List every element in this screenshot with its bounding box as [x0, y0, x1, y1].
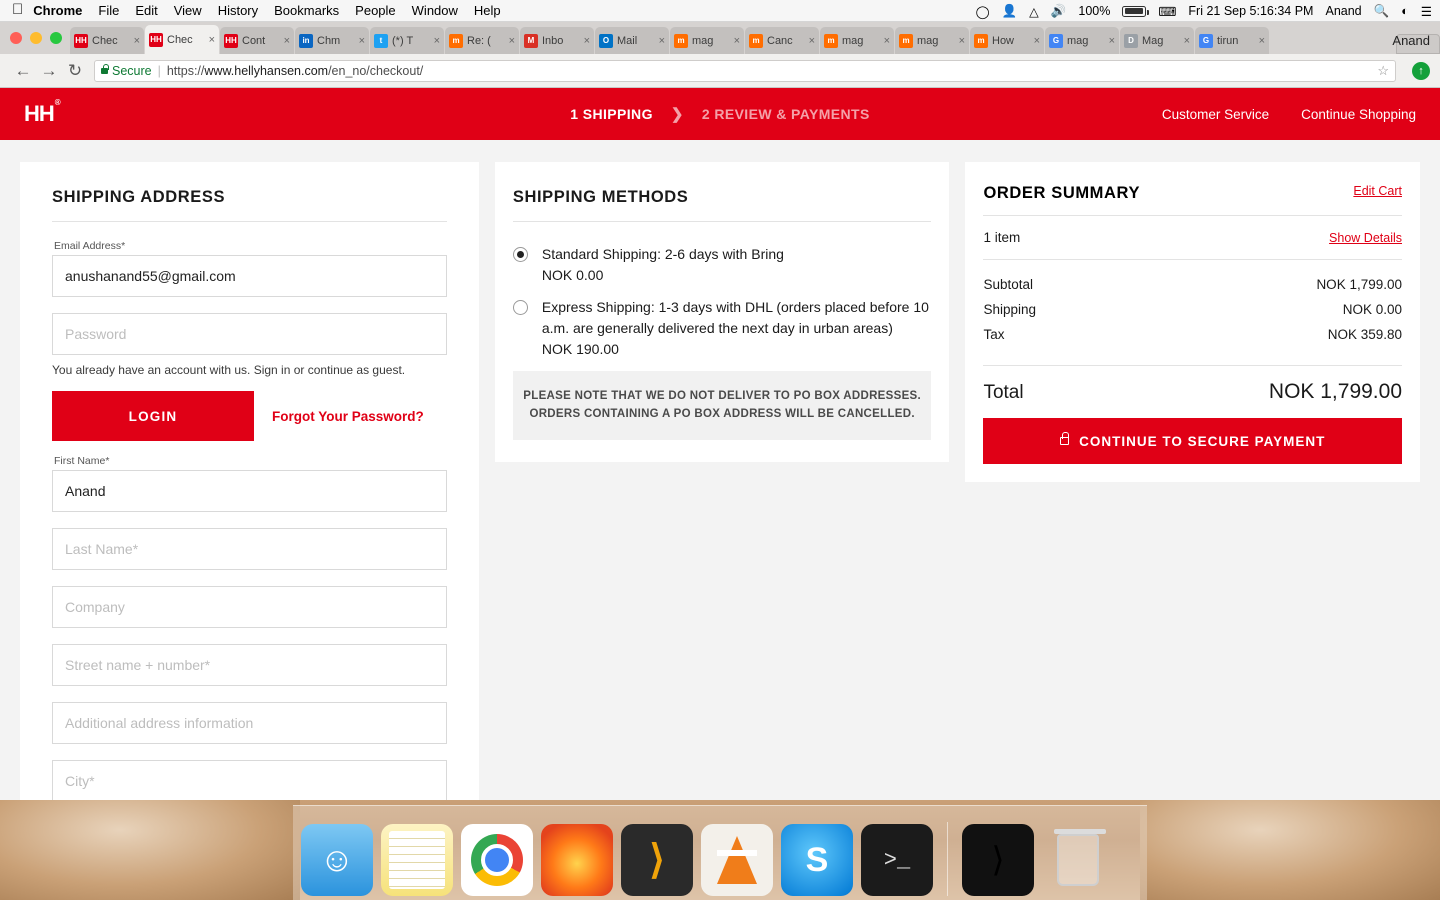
forward-arrow-icon[interactable]: → [40, 60, 58, 80]
site-header [0, 88, 1440, 140]
extension-icon[interactable]: ↑ [1412, 62, 1430, 80]
summary-line-subtotal [983, 272, 1402, 297]
total-value: NOK 1,799.00 [1268, 380, 1402, 403]
first-name-field[interactable] [52, 470, 447, 512]
wifi-icon[interactable]: △ [1029, 4, 1039, 19]
city-field[interactable] [52, 760, 447, 802]
dock-item-notes[interactable] [381, 824, 453, 896]
step-review-payments[interactable]: 2 REVIEW & PAYMENTS [701, 106, 870, 122]
shipping-address-card [20, 162, 479, 838]
apple-menu-icon[interactable] [12, 2, 23, 17]
browser-tab[interactable] [70, 27, 144, 54]
browser-tab[interactable] [370, 27, 444, 54]
browser-tab[interactable] [895, 27, 969, 54]
tab-close-icon[interactable]: × [133, 34, 140, 47]
shipping-option-standard[interactable] [513, 244, 932, 283]
browser-tab[interactable] [1045, 27, 1119, 54]
dock-item-firefox[interactable] [541, 824, 613, 896]
tab-title: How [992, 34, 1015, 47]
star-bookmark-icon[interactable]: ☆ [1377, 62, 1389, 78]
browser-toolbar [0, 54, 1440, 88]
tab-title: mag [917, 34, 939, 47]
url-host: www.hellyhansen.com [204, 63, 329, 78]
tab-close-icon[interactable]: × [508, 34, 515, 47]
order-summary-lines [983, 260, 1402, 355]
additional-address-field[interactable] [52, 702, 447, 744]
tab-favicon: HH [74, 34, 88, 48]
url-text [167, 64, 423, 78]
order-summary-header [983, 184, 1402, 216]
header-nav [1162, 107, 1416, 122]
order-summary-items-row [983, 216, 1402, 260]
nav-continue-shopping[interactable]: Continue Shopping [1301, 106, 1416, 122]
tab-title: Canc [767, 34, 793, 47]
chrome-icon [471, 834, 523, 886]
notification-center-icon[interactable]: ☰ [1420, 4, 1432, 19]
tab-favicon: in [299, 34, 313, 48]
tab-title: Chm [317, 34, 341, 47]
continue-payment-label: CONTINUE TO SECURE PAYMENT [1079, 433, 1326, 449]
dock-item-vlc[interactable] [701, 824, 773, 896]
login-row [52, 391, 447, 441]
siri-icon[interactable]: ◯ [975, 4, 990, 19]
menu-item-view[interactable]: View [162, 3, 191, 18]
menu-item-bookmarks[interactable]: Bookmarks [262, 3, 328, 18]
tab-close-icon[interactable]: × [1108, 34, 1115, 47]
user-icon[interactable]: 👤 [1001, 3, 1018, 18]
desktop-wallpaper-strip [0, 800, 1440, 900]
lock-icon [101, 68, 108, 74]
browser-tab[interactable] [520, 27, 594, 54]
wallpaper-left [0, 800, 300, 900]
vlc-cone-icon [717, 836, 757, 884]
minimize-window-button[interactable] [30, 32, 42, 44]
tab-title: tirun [1217, 34, 1239, 47]
browser-tab[interactable] [145, 25, 219, 54]
hh-logo-text: HH [24, 101, 54, 126]
volume-icon[interactable]: 🔊 [1050, 3, 1067, 18]
close-window-button[interactable] [10, 32, 22, 44]
menu-item-history[interactable]: History [206, 3, 247, 18]
battery-icon[interactable] [1122, 6, 1146, 17]
menu-item-people[interactable]: People [343, 3, 385, 18]
radio-standard-shipping[interactable] [513, 247, 528, 262]
url-scheme: https:// [166, 63, 205, 78]
radio-express-shipping[interactable] [513, 300, 528, 315]
menubar-clock[interactable]: Fri 21 Sep 5:16:34 PM [1188, 4, 1314, 18]
window-controls [6, 22, 70, 54]
browser-tab[interactable] [295, 27, 369, 54]
browser-tab[interactable] [670, 27, 744, 54]
order-summary-card [965, 162, 1420, 482]
checkout-page [0, 140, 1440, 900]
subtotal-value: NOK 1,799.00 [1316, 277, 1402, 292]
dock-item-trash[interactable] [1042, 824, 1114, 896]
shipping-methods-card [495, 162, 950, 462]
menu-item-edit[interactable]: Edit [124, 3, 147, 18]
keyboard-input-icon[interactable]: ⌨ [1158, 4, 1177, 19]
mac-dock [293, 805, 1147, 900]
po-box-notice: PLEASE NOTE THAT WE DO NOT DELIVER TO PO BOX ADDRESSES. ORDERS CONTAINING A PO BOX ADDRESS WILL BE CANCELLED. [513, 371, 932, 440]
first-name-label: First Name* [54, 455, 110, 467]
spotlight-search-icon[interactable]: 🔍 [1373, 3, 1390, 18]
dock-item-sublime-project[interactable]: ⟩ [962, 824, 1034, 896]
shipping-label: Shipping [983, 302, 1036, 317]
tab-close-icon[interactable]: × [958, 34, 965, 47]
browser-tab-strip [0, 22, 1440, 54]
shipping-address-title: SHIPPING ADDRESS [52, 188, 447, 222]
dock-item-sublime-text[interactable]: ⟩ [621, 824, 693, 896]
mac-menu-bar [0, 0, 1440, 22]
siri-circle-icon[interactable]: ◐ [1401, 4, 1409, 18]
company-field[interactable] [52, 586, 447, 628]
tab-title: Mail [617, 34, 638, 47]
tab-favicon: HH [149, 33, 163, 47]
tab-close-icon[interactable]: × [1033, 34, 1040, 47]
tabs-container [70, 25, 1394, 54]
order-total-row [983, 365, 1402, 404]
express-shipping-label: Express Shipping: 1-3 days with DHL (orders placed before 10 a.m. are generally delivered the next day in urban areas) [541, 299, 929, 336]
summary-line-shipping [983, 297, 1402, 322]
tab-title: (*) T [392, 34, 414, 47]
tab-close-icon[interactable]: × [433, 34, 440, 47]
tab-title: Chec [167, 33, 193, 46]
secure-indicator [101, 64, 152, 78]
standard-shipping-label: Standard Shipping: 2-6 days with Bring [541, 246, 784, 262]
browser-tab[interactable] [745, 27, 819, 54]
tab-favicon: m [899, 34, 913, 48]
tab-title: Inbo [542, 34, 564, 47]
standard-shipping-price: NOK 0.00 [541, 267, 604, 283]
menubar-user-name[interactable]: Anand [1325, 4, 1362, 18]
tab-title: Mag [1142, 34, 1164, 47]
account-hint: You already have an account with us. Sign in or continue as guest. [52, 363, 406, 377]
login-button[interactable]: LOGIN [52, 391, 254, 441]
street-field[interactable] [52, 644, 447, 686]
notes-icon [389, 831, 445, 889]
browser-tab[interactable] [445, 27, 519, 54]
tab-title: mag [1067, 34, 1089, 47]
tab-favicon: HH [224, 34, 238, 48]
forgot-password-link[interactable]: Forgot Your Password? [272, 408, 424, 424]
back-arrow-icon[interactable]: ← [14, 60, 32, 80]
tab-favicon: O [599, 34, 613, 48]
tab-favicon: m [749, 34, 763, 48]
item-count-label: 1 item [983, 230, 1021, 245]
shipping-value: NOK 0.00 [1342, 302, 1402, 317]
last-name-field[interactable] [52, 528, 447, 570]
tab-close-icon[interactable]: × [208, 33, 215, 46]
total-label: Total [983, 382, 1024, 403]
omnibox-divider: | [157, 63, 161, 78]
express-shipping-price: NOK 190.00 [541, 341, 619, 357]
url-path: /en_no/checkout/ [328, 63, 424, 78]
tab-title: Cont [242, 34, 266, 47]
secure-label: Secure [112, 63, 152, 78]
menu-app-name[interactable]: Chrome [22, 3, 72, 18]
dock-item-terminal[interactable]: >_ [861, 824, 933, 896]
tab-close-icon[interactable]: × [283, 34, 290, 47]
shipping-option-express[interactable] [513, 297, 932, 357]
menu-item-file[interactable]: File [87, 3, 109, 18]
tab-favicon: m [974, 34, 988, 48]
tab-title: Chec [92, 34, 118, 47]
summary-line-tax [983, 322, 1402, 347]
tab-close-icon[interactable]: × [583, 34, 590, 47]
address-bar[interactable] [94, 60, 1396, 82]
battery-percent-label: 100% [1078, 4, 1111, 18]
tab-close-icon[interactable]: × [358, 34, 365, 47]
tab-close-icon[interactable]: × [1183, 34, 1190, 47]
chevron-right-icon: ❯ [670, 106, 684, 123]
browser-tab[interactable] [220, 27, 294, 54]
checkout-columns [0, 140, 1440, 838]
email-label: Email Address* [54, 240, 126, 252]
menu-item-window[interactable]: Window [400, 3, 447, 18]
dock-item-finder[interactable]: ☺ [301, 824, 373, 896]
tab-favicon: M [524, 34, 538, 48]
tab-favicon: G [1199, 34, 1213, 48]
show-details-link[interactable]: Show Details [1329, 230, 1402, 245]
lock-icon [1060, 437, 1069, 445]
browser-tab[interactable] [1120, 27, 1194, 54]
tab-close-icon[interactable]: × [1258, 34, 1265, 47]
continue-to-secure-payment-button[interactable] [983, 418, 1402, 464]
tab-title: mag [692, 34, 714, 47]
dock-divider [947, 822, 948, 896]
browser-tab[interactable] [1195, 27, 1269, 54]
edit-cart-link[interactable]: Edit Cart [1353, 184, 1402, 198]
trash-icon [1057, 834, 1099, 886]
step-shipping[interactable]: 1 SHIPPING [570, 106, 653, 122]
reload-icon[interactable]: ↻ [67, 60, 83, 80]
tax-label: Tax [983, 327, 1005, 342]
tax-value: NOK 359.80 [1327, 327, 1402, 342]
tab-close-icon[interactable]: × [883, 34, 890, 47]
nav-customer-service[interactable]: Customer Service [1161, 106, 1270, 122]
browser-tab[interactable] [970, 27, 1044, 54]
tab-close-icon[interactable]: × [808, 34, 815, 47]
order-summary-title: ORDER SUMMARY [983, 184, 1141, 202]
tab-favicon: m [824, 34, 838, 48]
maximize-window-button[interactable] [50, 32, 62, 44]
shipping-methods-title: SHIPPING METHODS [513, 188, 932, 222]
tab-favicon: t [374, 34, 388, 48]
browser-tab[interactable] [820, 27, 894, 54]
hh-logo-trademark: ® [54, 97, 60, 107]
tab-title: Re: ( [467, 34, 491, 47]
subtotal-label: Subtotal [983, 277, 1033, 292]
tab-favicon: D [1124, 34, 1138, 48]
tab-close-icon[interactable]: × [658, 34, 665, 47]
menu-item-help[interactable]: Help [462, 3, 490, 18]
dock-item-google-chrome[interactable] [461, 824, 533, 896]
email-field[interactable] [52, 255, 447, 297]
tab-favicon: G [1049, 34, 1063, 48]
tab-close-icon[interactable]: × [733, 34, 740, 47]
tab-favicon: m [449, 34, 463, 48]
wallpaper-right [1140, 800, 1440, 900]
password-field[interactable] [52, 313, 447, 355]
tab-title: mag [842, 34, 864, 47]
browser-tab[interactable] [595, 27, 669, 54]
browser-profile-name[interactable]: Anand [1392, 33, 1430, 48]
tab-favicon: m [674, 34, 688, 48]
dock-item-skype[interactable]: S [781, 824, 853, 896]
